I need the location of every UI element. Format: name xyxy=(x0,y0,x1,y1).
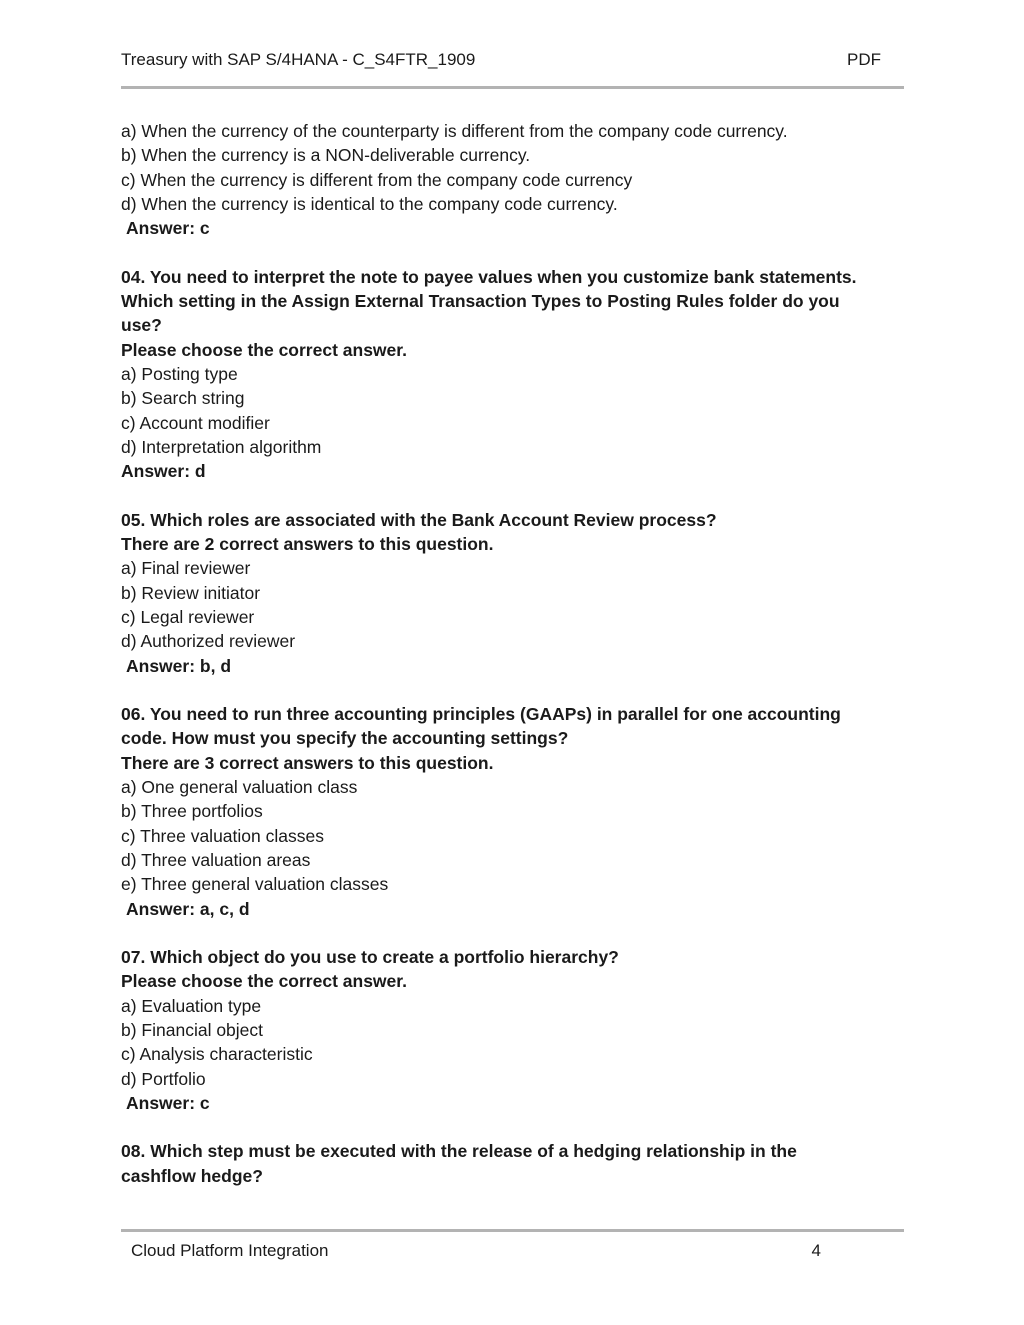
document-title: Treasury with SAP S/4HANA - C_S4FTR_1909 xyxy=(121,50,476,69)
answer: Answer: c xyxy=(126,218,210,239)
option-a: a) Final reviewer xyxy=(121,558,251,579)
page-footer xyxy=(131,1239,821,1263)
option-b: b) When the currency is a NON-deliverable currency. xyxy=(121,145,531,166)
question-text-line: use? xyxy=(121,315,162,336)
option-a: a) Evaluation type xyxy=(121,995,262,1016)
page-header xyxy=(121,48,881,72)
question-instruction: Please choose the correct answer. xyxy=(121,339,407,360)
question-text-line: Which setting in the Assign External Transaction Types to Posting Rules folder do you xyxy=(121,291,840,312)
option-c: c) Analysis characteristic xyxy=(121,1044,313,1065)
question-03 xyxy=(121,119,911,240)
answer: Answer: a, c, d xyxy=(126,898,250,919)
answer: Answer: c xyxy=(126,1092,210,1113)
option-a: a) Posting type xyxy=(121,363,238,384)
question-08 xyxy=(121,1139,911,1188)
question-text-line: 06. You need to run three accounting principles (GAAPs) in parallel for one accounting xyxy=(121,704,841,725)
option-d: d) Three valuation areas xyxy=(121,849,311,870)
option-c: c) Three valuation classes xyxy=(121,825,324,846)
option-b: b) Review initiator xyxy=(121,582,261,603)
question-05 xyxy=(121,508,911,678)
option-b: b) Three portfolios xyxy=(121,801,263,822)
option-d: d) Portfolio xyxy=(121,1068,206,1089)
answer: Answer: d xyxy=(121,461,206,482)
page-number: 4 xyxy=(811,1241,821,1260)
footer-label: Cloud Platform Integration xyxy=(131,1241,329,1260)
option-d: d) Authorized reviewer xyxy=(121,631,296,652)
question-07 xyxy=(121,945,911,1115)
option-a: a) One general valuation class xyxy=(121,777,358,798)
question-instruction: There are 3 correct answers to this question. xyxy=(121,752,494,773)
option-e: e) Three general valuation classes xyxy=(121,874,389,895)
question-04 xyxy=(121,265,911,484)
option-d: d) Interpretation algorithm xyxy=(121,436,322,457)
question-text-line: cashflow hedge? xyxy=(121,1165,263,1186)
option-a: a) When the currency of the counterparty is different from the company code currency. xyxy=(121,121,788,141)
answer: Answer: b, d xyxy=(126,655,232,676)
option-c: c) Legal reviewer xyxy=(121,606,255,627)
option-c: c) Account modifier xyxy=(121,412,270,433)
option-b: b) Search string xyxy=(121,388,245,409)
question-instruction: There are 2 correct answers to this question. xyxy=(121,534,494,555)
option-d: d) When the currency is identical to the company code currency. xyxy=(121,193,618,214)
question-instruction: Please choose the correct answer. xyxy=(121,971,407,992)
page-content xyxy=(121,119,911,1188)
question-text-line: 08. Which step must be executed with the release of a hedging relationship in the xyxy=(121,1141,797,1162)
question-text-line: 04. You need to interpret the note to payee values when you customize bank statements. xyxy=(121,266,857,287)
question-text-line: 07. Which object do you use to create a portfolio hierarchy? xyxy=(121,947,619,968)
question-text-line: 05. Which roles are associated with the Bank Account Review process? xyxy=(121,509,717,530)
option-b: b) Financial object xyxy=(121,1019,264,1040)
question-text-line: code. How must you specify the accounting settings? xyxy=(121,728,569,749)
header-divider xyxy=(121,86,904,89)
question-06 xyxy=(121,702,911,921)
option-c: c) When the currency is different from the company code currency xyxy=(121,169,633,190)
footer-divider xyxy=(121,1229,904,1232)
document-format: PDF xyxy=(847,50,881,69)
